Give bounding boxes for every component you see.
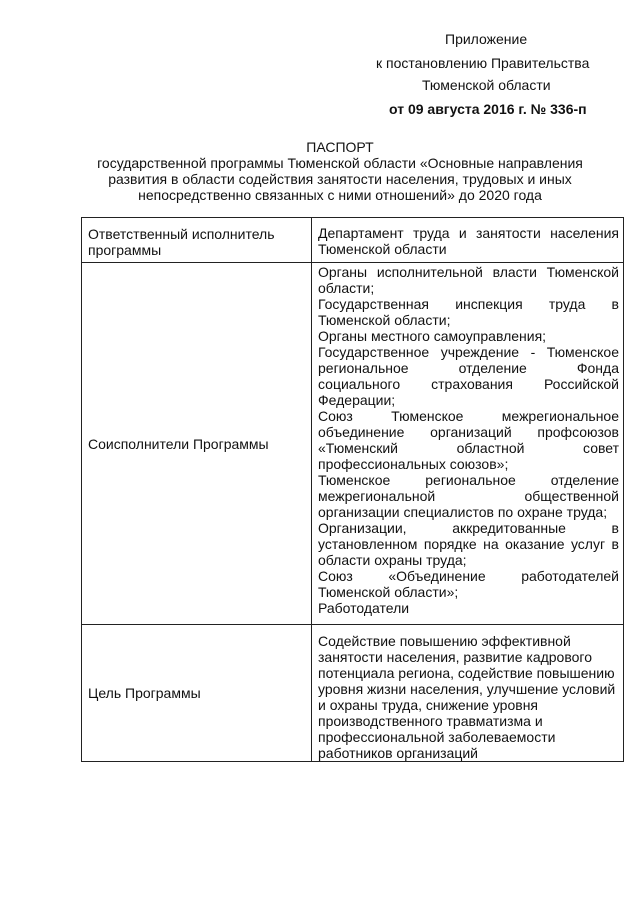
coexecutor-line: профессиональных союзов»; — [318, 456, 509, 472]
coexecutor-line: межрегиональной общественной — [318, 488, 619, 504]
table-row-goal — [82, 625, 624, 762]
coexecutor-line: Союз «Объединение работодателей — [318, 568, 619, 584]
goal-line: Содействие повышению эффективной — [318, 633, 571, 649]
passport-heading: ПАСПОРТ — [306, 139, 374, 155]
goal-value-cell — [312, 625, 624, 762]
goal-line: профессиональной заболеваемости — [318, 729, 556, 745]
goal-line: производственного травматизма и — [318, 713, 543, 729]
passport-table — [81, 217, 624, 762]
coexecutor-line: области охраны труда; — [318, 552, 467, 568]
responsible-label-cell — [82, 218, 312, 263]
goal-line: уровня жизни населения, улучшение условий — [318, 681, 616, 697]
goal-line: занятости населения, развитие кадрового — [318, 649, 592, 665]
coexecutor-line: установленном порядке на оказание услуг в — [318, 536, 619, 552]
coexecutor-line: организации специалистов по охране труда; — [318, 504, 608, 520]
coexecutor-line: Организации, аккредитованные в — [318, 520, 619, 536]
coexecutor-line: объединение организаций профсоюзов — [318, 424, 619, 440]
resolution-date-number: от 09 августа 2016 г. № 336-п — [389, 101, 587, 117]
passport-title-block — [60, 139, 620, 203]
program-name-line-1: государственной программы Тюменской области «Основные направления — [97, 155, 583, 171]
coexecutor-line: Государственная инспекция труда в — [318, 296, 619, 312]
coexecutor-line: Тюменское региональное отделение — [318, 472, 619, 488]
goal-line: работников организаций — [318, 745, 479, 761]
responsible-label-line: программы — [88, 242, 162, 258]
coexecutor-line: Государственное учреждение - Тюменское — [318, 344, 619, 360]
responsible-value-line: Тюменской области — [318, 241, 447, 257]
coexecutors-value-cell — [312, 263, 624, 625]
responsible-label-line: Ответственный исполнитель — [88, 226, 275, 242]
region-name: Тюменской области — [422, 77, 551, 93]
goal-line: потенциала региона, содействие повышению — [318, 665, 615, 681]
coexecutor-line: Работодатели — [318, 600, 410, 616]
coexecutor-line: Тюменской области; — [318, 312, 451, 328]
responsible-value-cell — [312, 218, 624, 263]
coexecutor-line: «Тюменский областной совет — [318, 440, 619, 456]
goal-label: Цель Программы — [88, 685, 201, 701]
table-row-responsible — [82, 218, 624, 263]
program-name-line-3: непосредственно связанных с ними отношений» до 2020 года — [138, 187, 542, 203]
resolution-reference: к постановлению Правительства — [376, 55, 590, 71]
responsible-value-line: Департамент труда и занятости населения — [318, 225, 619, 241]
coexecutor-line: социального страхования Российской — [318, 376, 619, 392]
goal-line: и охраны труда, снижение уровня — [318, 697, 539, 713]
goal-label-cell — [82, 625, 312, 762]
program-name-line-2: развития в области содействия занятости населения, трудовых и иных — [108, 171, 572, 187]
coexecutors-label-cell — [82, 263, 312, 625]
coexecutor-line: Органы исполнительной власти Тюменской — [318, 264, 619, 280]
coexecutor-line: Федерации; — [318, 392, 396, 408]
table-row-coexecutors — [82, 263, 624, 625]
coexecutor-line: Союз Тюменское межрегиональное — [318, 408, 619, 424]
coexecutor-line: Органы местного самоуправления; — [318, 328, 547, 344]
appendix-label: Приложение — [445, 31, 528, 47]
coexecutor-line: Тюменской области»; — [318, 584, 459, 600]
coexecutors-label: Соисполнители Программы — [88, 435, 269, 452]
coexecutor-line: области; — [318, 280, 375, 296]
coexecutor-line: региональное отделение Фонда — [318, 360, 619, 376]
